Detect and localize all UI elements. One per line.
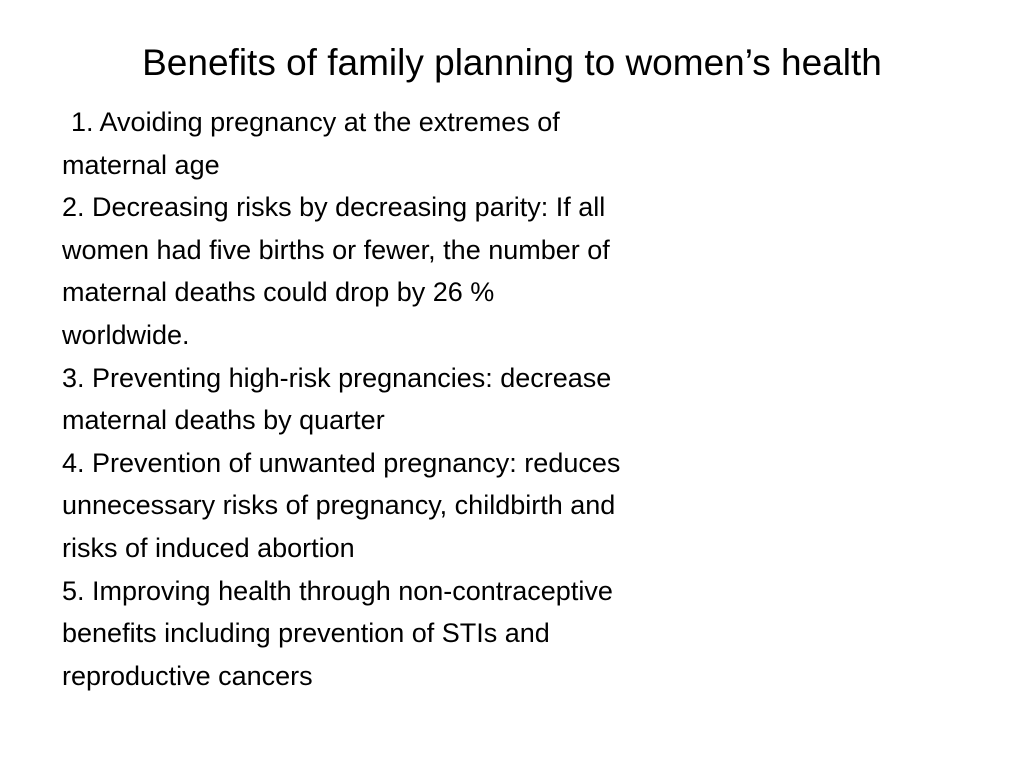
body-line: 3. Preventing high-risk pregnancies: decrease [62, 362, 612, 393]
body-line: reproductive cancers [62, 660, 313, 691]
body-line: 2. Decreasing risks by decreasing parity: If all [62, 192, 606, 223]
slide-body [62, 101, 762, 697]
body-line: women had five births or fewer, the number of [62, 234, 610, 265]
body-line: unnecessary risks of pregnancy, childbirth and [62, 490, 616, 521]
body-line: 5. Improving health through non-contraceptive [62, 575, 613, 606]
body-line: 1. Avoiding pregnancy at the extremes of [71, 107, 560, 137]
body-line: risks of induced abortion [62, 532, 355, 563]
slide-title: Benefits of family planning to women’s health [142, 42, 882, 83]
body-line: worldwide. [62, 319, 190, 350]
body-line: maternal deaths by quarter [62, 405, 385, 436]
body-line: maternal deaths could drop by 26 % [62, 277, 495, 308]
body-line: benefits including prevention of STIs and [62, 618, 550, 649]
body-line: 4. Prevention of unwanted pregnancy: reduces [62, 447, 621, 478]
body-line: maternal age [62, 149, 220, 180]
